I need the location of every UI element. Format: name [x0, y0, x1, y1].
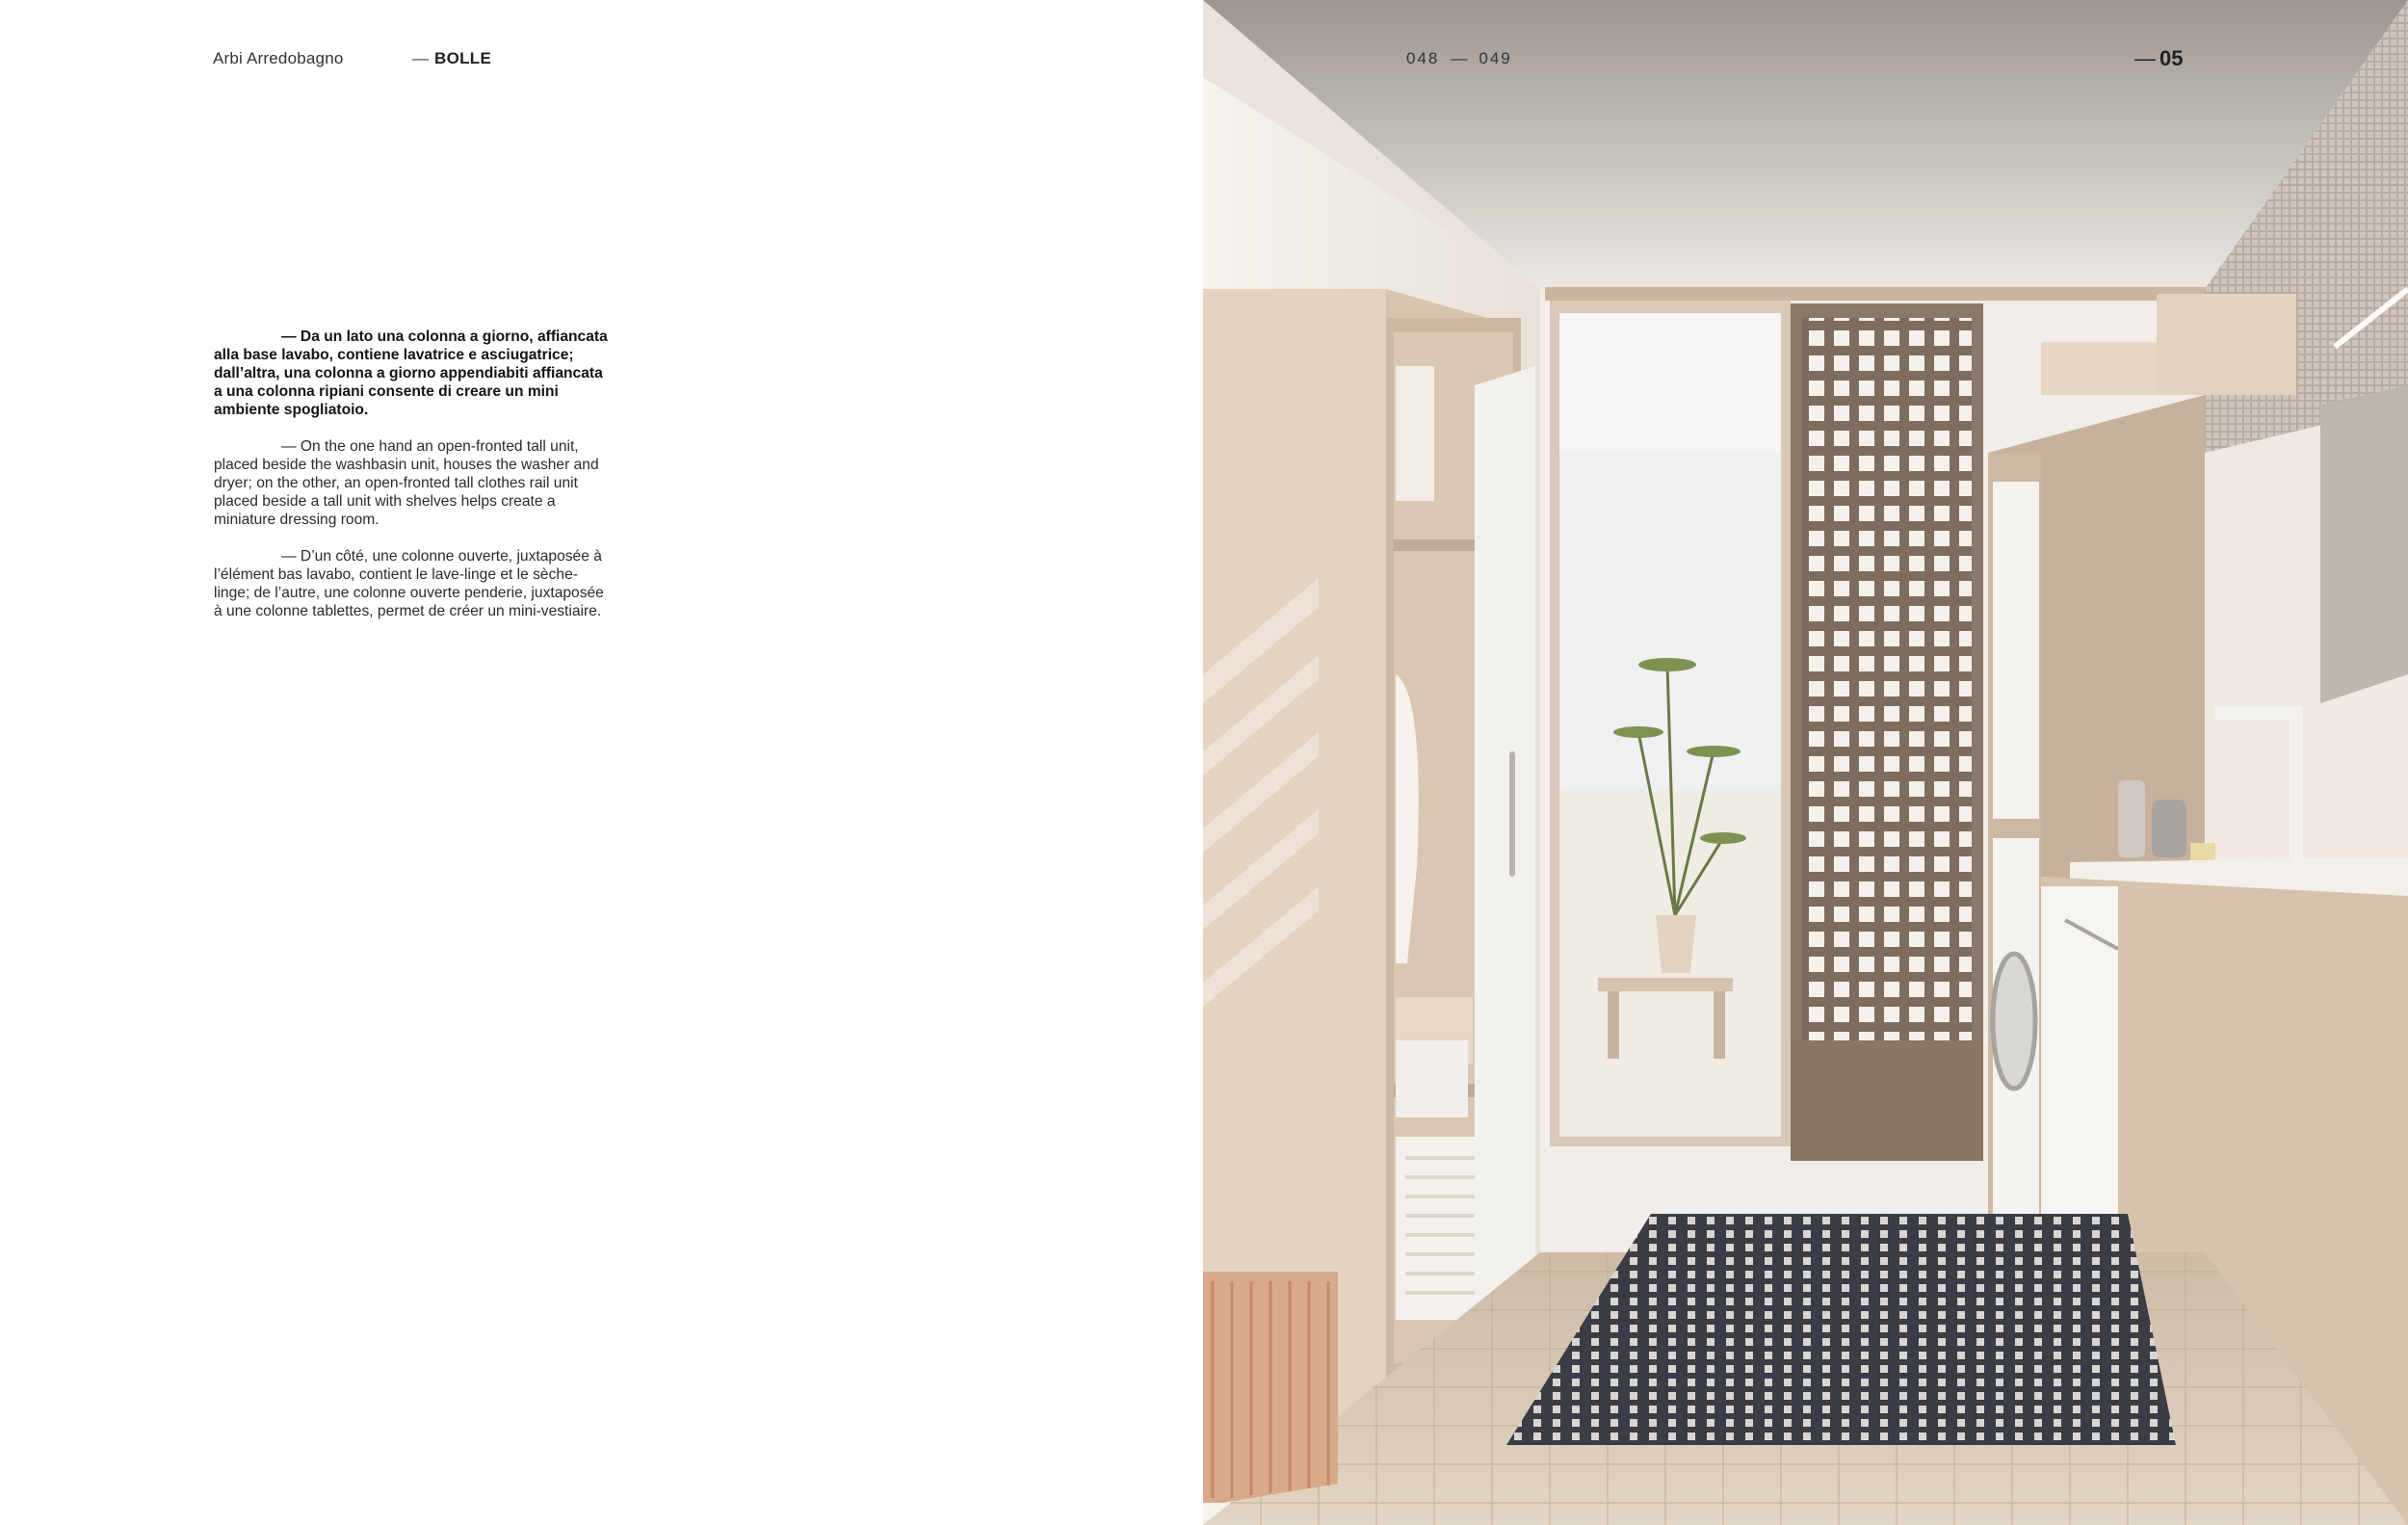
italian-paragraph: — Da un lato una colonna a giorno, affiancata alla base lavabo, contiene lavatrice e asciugatrice; dall’altra, una colonna a giorno appendiabiti affiancata a una colonna ripiani consente di creare un mini ambiente spogliatoio.	[214, 329, 608, 418]
collection-dash: —	[412, 49, 429, 67]
chapter-dash: —	[2134, 46, 2156, 70]
collection-name: BOLLE	[434, 49, 492, 67]
bathroom-photo	[1203, 0, 2408, 1525]
running-header-brand: Arbi Arredobagno	[213, 49, 344, 67]
chapter-number: 05	[2159, 46, 2184, 70]
page-number-left: 048	[1406, 49, 1440, 67]
english-paragraph: — On the one hand an open-fronted tall unit, placed beside the washbasin unit, houses the washer and dryer; on the other, an open-fronted tall clothes rail unit placed beside a tall unit with shelves helps create a miniature dressing room.	[214, 438, 599, 528]
page-numbers	[1406, 49, 1512, 68]
french-paragraph: — D’un côté, une colonne ouverte, juxtaposée à l’élément bas lavabo, contient le lave-linge et le sèche-linge; de l’autre, une colonne ouverte penderie, juxtaposée à une colonne tablettes, permet de créer un mini-vestiaire.	[214, 548, 604, 619]
chapter-marker	[2134, 46, 2183, 71]
page-number-right: 049	[1479, 49, 1512, 67]
left-page	[0, 0, 1203, 1525]
page-number-separator: —	[1451, 49, 1468, 67]
laundry-room-illustration	[1203, 0, 2408, 1525]
running-header-collection	[412, 49, 491, 68]
body-copy	[214, 328, 609, 639]
